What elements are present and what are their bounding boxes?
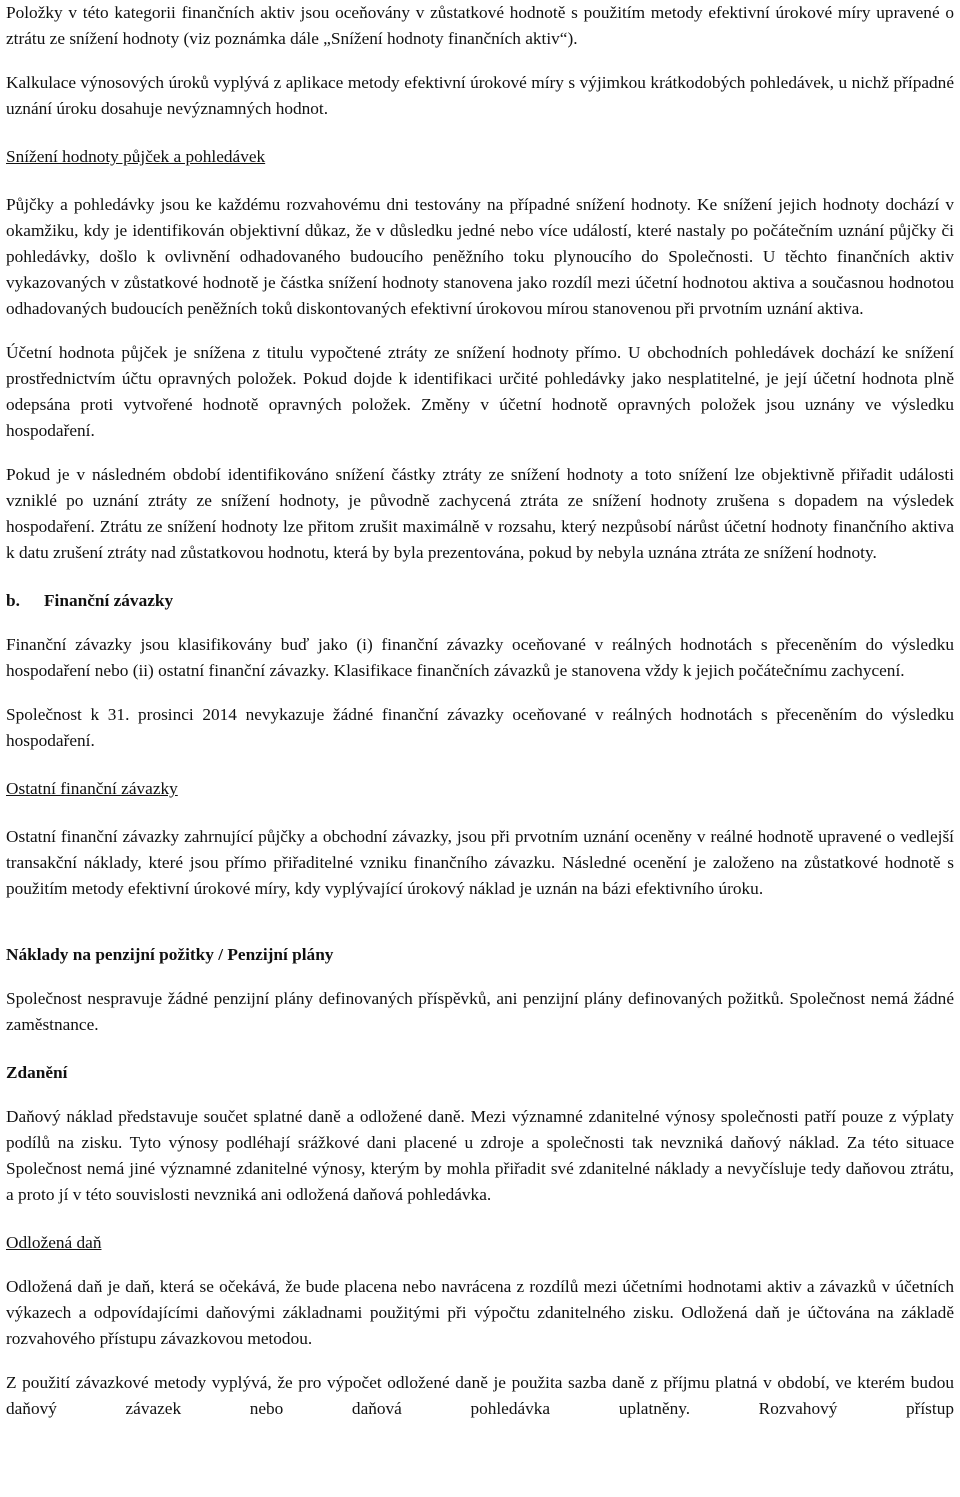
paragraph-impairment-testing: Půjčky a pohledávky jsou ke každému rozvahovému dni testovány na případné snížení hodnoty. Ke snížení jejich hodnoty dochází v okamžiku, kdy je identifikován objektivní důkaz, že v důsledku jedné nebo více událostí, které nastaly po počátečním uznání půjčky či pohledávky, došlo k ovlivnění odhadovaného budoucího peněžního toku plynoucího do Společnosti. U těchto finančních aktiv vykazovaných v zůstatkové hodnotě je částka snížení hodnoty stanovena jako rozdíl mezi účetní hodnotou aktiva a současnou hodnotou odhadovaných budoucích peněžních toků diskontovaných efektivní úrokovou mírou stanovenou při prvotním uznání aktiva. bbox=[6, 195, 954, 318]
paragraph-other-liabilities: Ostatní finanční závazky zahrnující půjčky a obchodní závazky, jsou při prvotním uznání oceněny v reálné hodnotě upravené o vedlejší transakční náklady, které jsou přímo přiřaditelné vzniku finančního závazku. Následné ocenění je založeno na zůstatkové hodnotě s použitím metody efektivní úrokové míry, kdy vyplývající úrokový náklad je uznán na bázi efektivního úroku. bbox=[6, 827, 954, 898]
heading-taxation: Zdanění bbox=[6, 1063, 68, 1082]
section-letter: b. bbox=[6, 591, 20, 610]
paragraph-deferred-tax-definition: Odložená daň je daň, která se očekává, že bude placena nebo navrácena z rozdílů mezi účetními hodnotami aktiv a závazků v účetních výkazech a odpovídajícími daňovými základnami použitými při výpočtu zdanitelného zisku. Odložená daň je účtována na základě rozvahového přístupu závazkovou metodou. bbox=[6, 1277, 954, 1348]
paragraph-interest-calculation: Kalkulace výnosových úroků vyplývá z aplikace metody efektivní úrokové míry s výjimkou krátkodobých pohledávek, u nichž případné uznání úroku dosahuje nevýznamných hodnot. bbox=[6, 73, 954, 118]
paragraph-valuation: Položky v této kategorii finančních aktiv jsou oceňovány v zůstatkové hodnotě s použitím metody efektivní úrokové míry upravené o ztrátu ze snížení hodnoty (viz poznámka dále „Snížení hodnoty finančních aktiv“). bbox=[6, 3, 954, 48]
heading-deferred-tax: Odložená daň bbox=[6, 1233, 102, 1252]
section-title: Finanční závazky bbox=[44, 591, 174, 610]
heading-financial-liabilities bbox=[6, 588, 954, 614]
paragraph-pension-plans: Společnost nespravuje žádné penzijní plány definovaných příspěvků, ani penzijní plány definovaných požitků. Společnost nemá žádné zaměstnance. bbox=[6, 989, 954, 1034]
paragraph-carrying-amount: Účetní hodnota půjček je snížena z titulu vypočtené ztráty ze snížení hodnoty přímo. U obchodních pohledávek dochází ke snížení prostřednictvím účtu opravných položek. Pokud dojde k identifikaci určité pohledávky jako nesplatitelné, je její účetní hodnota plně odepsána proti vytvořené hodnotě opravných položek. Změny v účetní hodnotě opravných položek jsou uznány ve výsledku hospodaření. bbox=[6, 343, 954, 440]
paragraph-impairment-reversal: Pokud je v následném období identifikováno snížení částky ztráty ze snížení hodnoty a toto snížení lze objektivně přiřadit události vzniklé po uznání ztráty ze snížení hodnoty, je původně zachycená ztráta ze snížení hodnoty zrušena s dopadem na výsledek hospodaření. Ztrátu ze snížení hodnoty lze přitom zrušit maximálně v rozsahu, který nezpůsobí nárůst účetní hodnoty finančního aktiva k datu zrušení ztráty nad zůstatkovou hodnotu, která by byla prezentována, pokud by nebyla uznána ztráta ze snížení hodnoty. bbox=[6, 465, 954, 562]
heading-other-financial-liabilities: Ostatní finanční závazky bbox=[6, 779, 178, 798]
heading-impairment-loans: Snížení hodnoty půjček a pohledávek bbox=[6, 147, 266, 166]
paragraph-liabilities-classification: Finanční závazky jsou klasifikovány buď jako (i) finanční závazky oceňované v reálných hodnotách s přeceněním do výsledku hospodaření nebo (ii) ostatní finanční závazky. Klasifikace finančních závazků je stanovena vždy k jejich počátečnímu zachycení. bbox=[6, 635, 954, 680]
paragraph-liability-method: Z použití závazkové metody vyplývá, že pro výpočet odložené daně je použita sazba daně z příjmu platná v období, ve kterém budou daňový závazek nebo daňová pohledávka uplatněny. Rozvahový přístup bbox=[6, 1373, 954, 1418]
heading-pension-costs: Náklady na penzijní požitky / Penzijní plány bbox=[6, 945, 334, 964]
paragraph-tax-expense: Daňový náklad představuje součet splatné daně a odložené daně. Mezi významné zdanitelné výnosy společnosti patří pouze z výplaty podílů na zisku. Tyto výnosy podléhají srážkové dani placené u zdroje a společnosti tak nevzniká daňový náklad. Za této situace Společnost nemá jiné významné zdanitelné výnosy, kterým by mohla přiřadit své zdanitelné náklady a nevyčísluje tedy daňovou ztrátu, a proto jí v této souvislosti nevzniká ani odložená daňová pohledávka. bbox=[6, 1107, 954, 1204]
paragraph-fair-value-liabilities: Společnost k 31. prosinci 2014 nevykazuje žádné finanční závazky oceňované v reálných hodnotách s přeceněním do výsledku hospodaření. bbox=[6, 705, 954, 750]
